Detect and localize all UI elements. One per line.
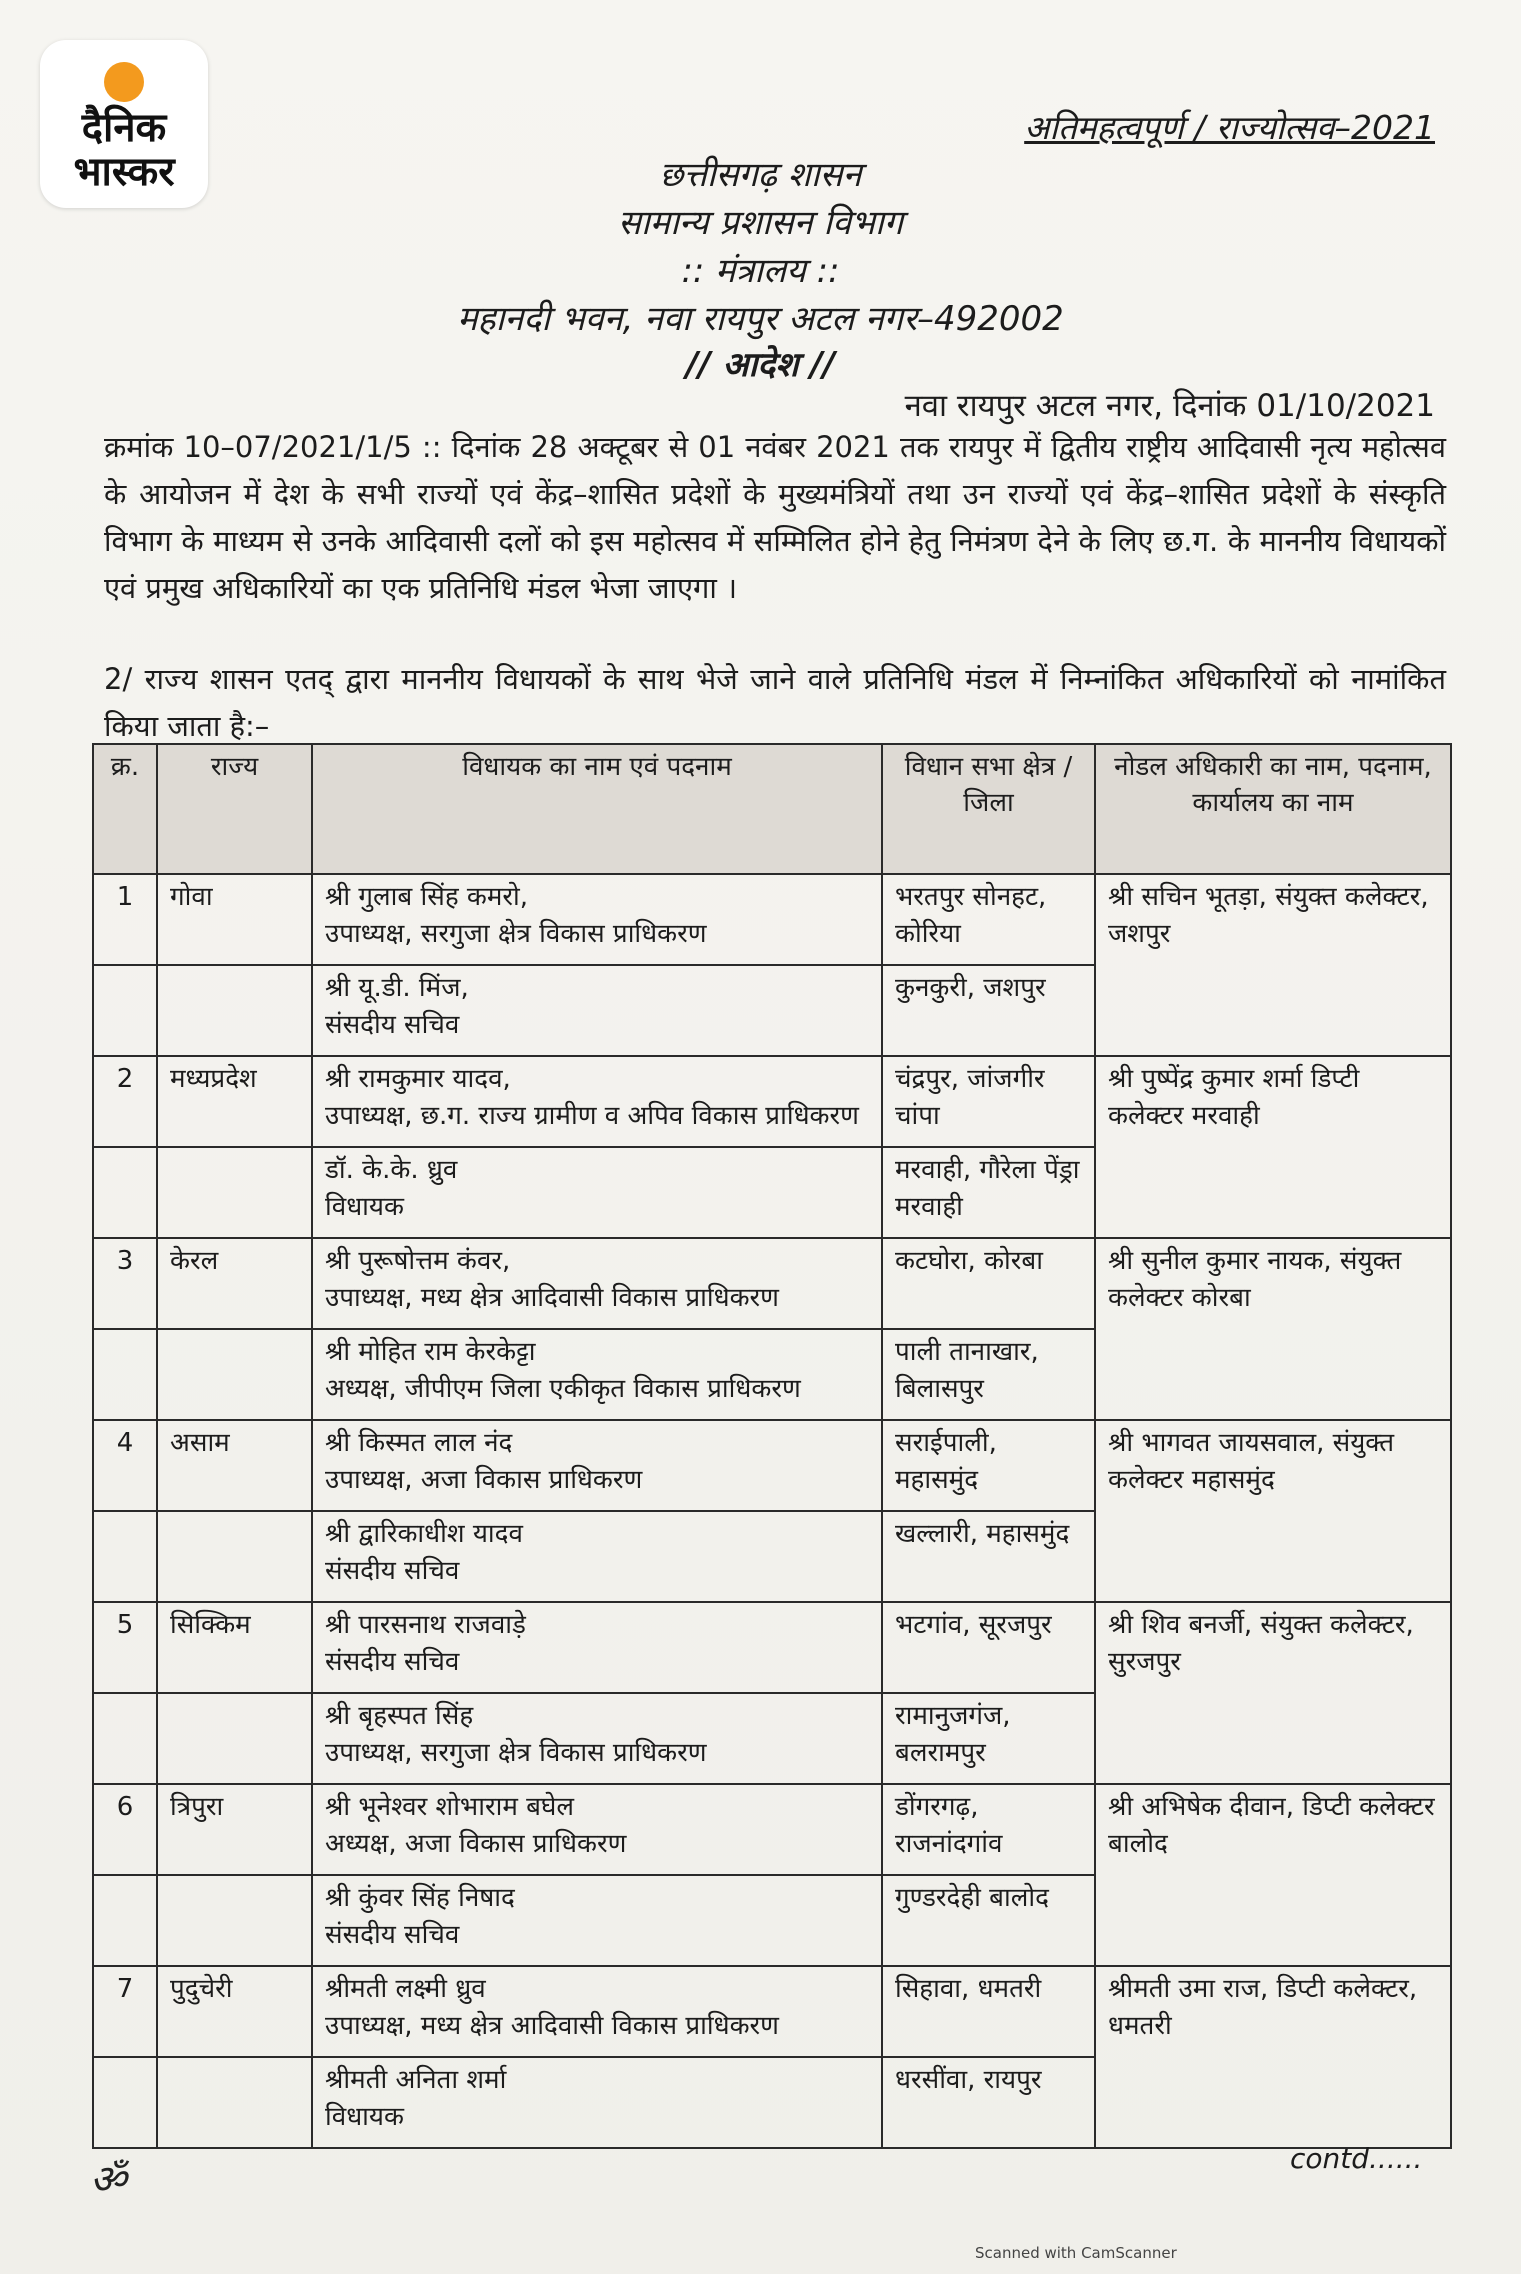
- cell-state-empty: [157, 1875, 312, 1966]
- cell-nodal-officer: श्री भागवत जायसवाल, संयुक्त कलेक्टर महासमुंद: [1095, 1420, 1451, 1602]
- cell-state-empty: [157, 965, 312, 1056]
- cell-state: केरल: [157, 1238, 312, 1329]
- mla-designation: संसदीय सचिव: [325, 1920, 460, 1950]
- header-ministry: :: मंत्रालय ::: [681, 251, 840, 291]
- mla-designation: उपाध्यक्ष, मध्य क्षेत्र आदिवासी विकास प्राधिकरण: [325, 1283, 779, 1313]
- cell-nodal-officer: श्रीमती उमा राज, डिप्टी कलेक्टर, धमतरी: [1095, 1966, 1451, 2148]
- mla-name: श्री यू.डी. मिंज,: [325, 973, 469, 1003]
- cell-constituency: कुनकुरी, जशपुर: [882, 965, 1095, 1056]
- cell-state: असाम: [157, 1420, 312, 1511]
- cell-state-empty: [157, 1693, 312, 1784]
- mla-name: श्री कुंवर सिंह निषाद: [325, 1883, 515, 1913]
- cell-state: त्रिपुरा: [157, 1784, 312, 1875]
- cell-mla: [312, 1602, 882, 1693]
- cell-constituency: भटगांव, सूरजपुर: [882, 1602, 1095, 1693]
- cell-constituency: कटघोरा, कोरबा: [882, 1238, 1095, 1329]
- logo-line-1: दैनिक: [81, 105, 167, 151]
- mla-designation: उपाध्यक्ष, सरगुजा क्षेत्र विकास प्राधिकरण: [325, 919, 707, 949]
- mla-designation: विधायक: [325, 1192, 404, 1222]
- delegation-table: [92, 743, 1452, 2149]
- cell-sno: 5: [93, 1602, 157, 1693]
- table-row: [93, 1238, 1451, 1329]
- cell-sno: 1: [93, 874, 157, 965]
- table-row: [93, 1784, 1451, 1875]
- cell-sno: 7: [93, 1966, 157, 2057]
- order-paragraph-2: 2/ राज्य शासन एतद् द्वारा माननीय विधायकों के साथ भेजे जाने वाले प्रतिनिधि मंडल में निम्नांकित अधिकारियों को नामांकित किया जाता है:–: [104, 662, 1446, 743]
- header-mla: विधायक का नाम एवं पदनाम: [312, 744, 882, 874]
- mla-name: श्री बृहस्पत सिंह: [325, 1701, 474, 1731]
- cell-mla: [312, 1056, 882, 1147]
- cell-sno: 2: [93, 1056, 157, 1147]
- place-date: नवा रायपुर अटल नगर, दिनांक 01/10/2021: [904, 388, 1435, 424]
- mla-name: श्री भूनेश्वर शोभाराम बघेल: [325, 1792, 574, 1822]
- header-sno: क्र.: [93, 744, 157, 874]
- scanner-watermark: Scanned with CamScanner: [975, 2244, 1177, 2262]
- cell-mla: [312, 1693, 882, 1784]
- logo-line-2: भास्कर: [73, 149, 175, 195]
- cell-constituency: चंद्रपुर, जांजगीर चांपा: [882, 1056, 1095, 1147]
- mla-designation: संसदीय सचिव: [325, 1647, 460, 1677]
- cell-sno-empty: [93, 1875, 157, 1966]
- mla-name: श्री मोहित राम केरकेट्टा: [325, 1337, 536, 1367]
- cell-nodal-officer: श्री पुष्पेंद्र कुमार शर्मा डिप्टी कलेक्टर मरवाही: [1095, 1056, 1451, 1238]
- mla-designation: संसदीय सचिव: [325, 1010, 460, 1040]
- table-row: [93, 1420, 1451, 1511]
- cell-sno-empty: [93, 2057, 157, 2148]
- cell-mla: [312, 1238, 882, 1329]
- cell-constituency: मरवाही, गौरेला पेंड्रा मरवाही: [882, 1147, 1095, 1238]
- cell-state: पुदुचेरी: [157, 1966, 312, 2057]
- cell-constituency: गुण्डरदेही बालोद: [882, 1875, 1095, 1966]
- cell-constituency: रामानुजगंज, बलरामपुर: [882, 1693, 1095, 1784]
- cell-sno-empty: [93, 1693, 157, 1784]
- cell-mla: [312, 1420, 882, 1511]
- mla-name: श्री पारसनाथ राजवाड़े: [325, 1610, 526, 1640]
- mla-designation: अध्यक्ष, जीपीएम जिला एकीकृत विकास प्राधिकरण: [325, 1374, 801, 1404]
- mla-designation: विधायक: [325, 2102, 404, 2132]
- cell-mla: [312, 2057, 882, 2148]
- order-title: // आदेश //: [685, 345, 836, 385]
- cell-constituency: खल्लारी, महासमुंद: [882, 1511, 1095, 1602]
- signature-initials: ॐ: [90, 2157, 127, 2203]
- cell-constituency: सिहावा, धमतरी: [882, 1966, 1095, 2057]
- mla-designation: उपाध्यक्ष, मध्य क्षेत्र आदिवासी विकास प्राधिकरण: [325, 2011, 779, 2041]
- table-row: [93, 1602, 1451, 1693]
- cell-nodal-officer: श्री अभिषेक दीवान, डिप्टी कलेक्टर बालोद: [1095, 1784, 1451, 1966]
- cell-constituency: डोंगरगढ़, राजनांदगांव: [882, 1784, 1095, 1875]
- mla-name: डॉ. के.के. ध्रुव: [325, 1155, 458, 1185]
- cell-constituency: सराईपाली, महासमुंद: [882, 1420, 1095, 1511]
- cell-constituency: भरतपुर सोनहट, कोरिया: [882, 874, 1095, 965]
- document-tag: अतिमहत्वपूर्ण / राज्योत्सव–2021: [1024, 108, 1435, 147]
- cell-constituency: धरसींवा, रायपुर: [882, 2057, 1095, 2148]
- mla-name: श्री गुलाब सिंह कमरो,: [325, 882, 529, 912]
- cell-sno: 3: [93, 1238, 157, 1329]
- mla-name: श्री किस्मत लाल नंद: [325, 1428, 513, 1458]
- cell-sno-empty: [93, 1329, 157, 1420]
- cell-state-empty: [157, 1147, 312, 1238]
- table-row: [93, 874, 1451, 965]
- cell-mla: [312, 1147, 882, 1238]
- cell-sno-empty: [93, 965, 157, 1056]
- cell-sno: 4: [93, 1420, 157, 1511]
- mla-name: श्री रामकुमार यादव,: [325, 1064, 511, 1094]
- cell-state: मध्यप्रदेश: [157, 1056, 312, 1147]
- cell-nodal-officer: श्री सुनील कुमार नायक, संयुक्त कलेक्टर कोरबा: [1095, 1238, 1451, 1420]
- logo-sun-icon: [104, 62, 144, 102]
- cell-nodal-officer: श्री शिव बनर्जी, संयुक्त कलेक्टर, सुरजपुर: [1095, 1602, 1451, 1784]
- table-row: [93, 1966, 1451, 2057]
- cell-state-empty: [157, 2057, 312, 2148]
- mla-designation: उपाध्यक्ष, सरगुजा क्षेत्र विकास प्राधिकरण: [325, 1738, 707, 1768]
- cell-mla: [312, 1966, 882, 2057]
- cell-state-empty: [157, 1511, 312, 1602]
- header-government: छत्तीसगढ़ शासन: [659, 155, 862, 195]
- mla-name: श्रीमती लक्ष्मी ध्रुव: [325, 1974, 486, 2004]
- mla-name: श्री द्वारिकाधीश यादव: [325, 1519, 523, 1549]
- order-paragraph-1: क्रमांक 10–07/2021/1/5 :: दिनांक 28 अक्टूबर से 01 नवंबर 2021 तक रायपुर में द्वितीय राष्ट्रीय आदिवासी नृत्य महोत्सव के आयोजन में देश के सभी राज्यों एवं केंद्र–शासित प्रदेशों के मुख्यमंत्रियों तथा उन राज्यों एवं केंद्र–शासित प्रदेशों के संस्कृति विभाग के माध्यम से उनके आदिवासी दलों को इस महोत्सव में सम्मिलित होने हेतु निमंत्रण देने के लिए छ.ग. के माननीय विधायकों एवं प्रमुख अधिकारियों का एक प्रतिनिधि मंडल भेजा जाएगा ।: [104, 430, 1446, 605]
- cell-sno: 6: [93, 1784, 157, 1875]
- cell-state: सिक्किम: [157, 1602, 312, 1693]
- cell-nodal-officer: श्री सचिन भूतड़ा, संयुक्त कलेक्टर, जशपुर: [1095, 874, 1451, 1056]
- cell-mla: [312, 965, 882, 1056]
- table-row: [93, 1056, 1451, 1147]
- cell-constituency: पाली तानाखार, बिलासपुर: [882, 1329, 1095, 1420]
- cell-mla: [312, 1329, 882, 1420]
- cell-mla: [312, 1511, 882, 1602]
- header-constituency: विधान सभा क्षेत्र / जिला: [882, 744, 1095, 874]
- cell-mla: [312, 874, 882, 965]
- cell-mla: [312, 1784, 882, 1875]
- cell-state-empty: [157, 1329, 312, 1420]
- header-department: सामान्य प्रशासन विभाग: [618, 203, 903, 243]
- header-state: राज्य: [157, 744, 312, 874]
- table-header-row: [93, 744, 1451, 874]
- mla-designation: अध्यक्ष, अजा विकास प्राधिकरण: [325, 1829, 627, 1859]
- mla-designation: उपाध्यक्ष, छ.ग. राज्य ग्रामीण व अपिव विकास प्राधिकरण: [325, 1101, 859, 1131]
- cell-sno-empty: [93, 1511, 157, 1602]
- cell-sno-empty: [93, 1147, 157, 1238]
- mla-name: श्रीमती अनिता शर्मा: [325, 2065, 507, 2095]
- mla-designation: संसदीय सचिव: [325, 1556, 460, 1586]
- mla-designation: उपाध्यक्ष, अजा विकास प्राधिकरण: [325, 1465, 643, 1495]
- cell-state: गोवा: [157, 874, 312, 965]
- header-address: महानदी भवन, नवा रायपुर अटल नगर–492002: [457, 299, 1064, 339]
- header-nodal-officer: नोडल अधिकारी का नाम, पदनाम, कार्यालय का नाम: [1095, 744, 1451, 874]
- mla-name: श्री पुरूषोत्तम कंवर,: [325, 1246, 511, 1276]
- cell-mla: [312, 1875, 882, 1966]
- continued-note: contd......: [1290, 2142, 1423, 2175]
